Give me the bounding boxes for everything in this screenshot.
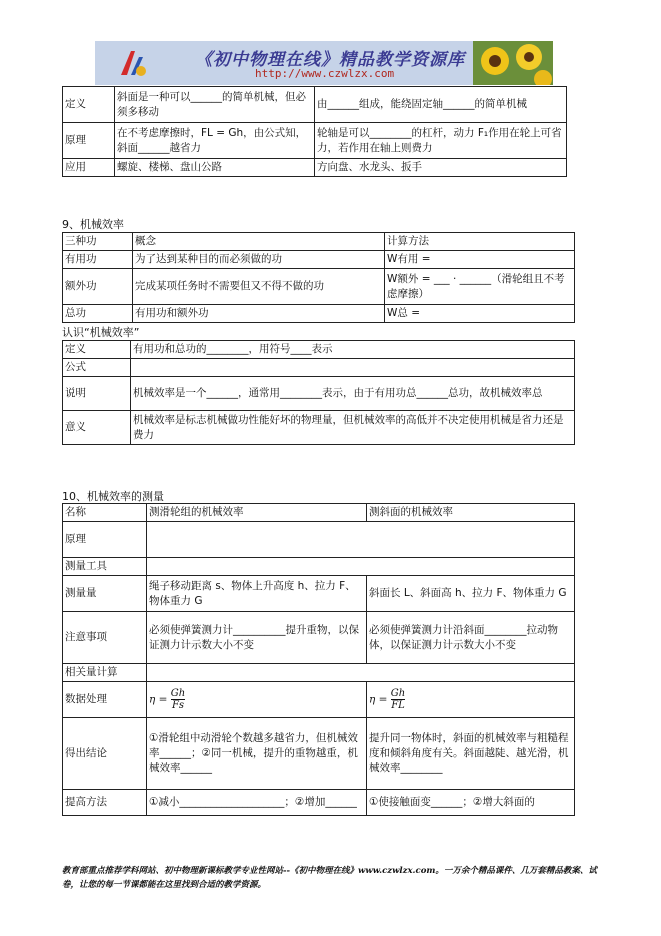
row-label: 数据处理 <box>63 682 147 718</box>
cell-text: 完成某项任务时不需要但又不得不做的功 <box>133 269 385 305</box>
table-row <box>63 664 575 682</box>
cell-text: 有用功和额外功 <box>133 305 385 323</box>
table-row <box>63 159 567 177</box>
table-row <box>63 123 567 159</box>
cell-text: 有用功和总功的________，用符号____表示 <box>131 341 575 359</box>
row-label: 原理 <box>63 522 147 558</box>
machine-table <box>62 86 567 177</box>
fraction-numerator: Gh <box>170 688 186 699</box>
column-header: 测斜面的机械效率 <box>367 504 575 522</box>
banner-title: 《初中物理在线》精品教学资源库 <box>195 50 465 70</box>
table-row <box>63 341 575 359</box>
cell-text: 螺旋、楼梯、盘山公路 <box>115 159 315 177</box>
cell-text: 必须使弹簧测力计沿斜面________拉动物体，以保证测力计示数大小不变 <box>367 612 575 664</box>
row-label: 得出结论 <box>63 718 147 790</box>
sunflower-image <box>473 41 553 85</box>
table-row <box>63 790 575 816</box>
table-row <box>63 87 567 123</box>
cell-text: W有用 = <box>385 251 575 269</box>
cell-text <box>147 664 575 682</box>
row-label: 定义 <box>63 341 131 359</box>
row-label: 测量工具 <box>63 558 147 576</box>
cell-text: W额外 = ___ · ______（滑轮组且不考虑摩擦） <box>385 269 575 305</box>
banner-url[interactable]: http://www.czwlzx.com <box>255 67 395 80</box>
cell-text: 必须使弹簧测力计__________提升重物，以保证测力计示数大小不变 <box>147 612 367 664</box>
cell-text <box>147 522 575 558</box>
site-logo-icon <box>117 47 149 79</box>
table-row <box>63 359 575 377</box>
row-label: 公式 <box>63 359 131 377</box>
table-row <box>63 612 575 664</box>
table-row <box>63 682 575 718</box>
cell-text: 提升同一物体时，斜面的机械效率与粗糙程度和倾斜角度有关。斜面越陡、越光滑，机械效率________ <box>367 718 575 790</box>
column-header: 三种功 <box>63 233 133 251</box>
cell-text: 绳子移动距离 s、物体上升高度 h、拉力 F、物体重力 G <box>147 576 367 612</box>
cell-text: 由______组成，能绕固定轴______的简单机械 <box>315 87 567 123</box>
table-row <box>63 576 575 612</box>
column-header: 计算方法 <box>385 233 575 251</box>
row-label: 提高方法 <box>63 790 147 816</box>
row-label: 说明 <box>63 377 131 411</box>
table-row <box>63 377 575 411</box>
row-label: 有用功 <box>63 251 133 269</box>
table-row <box>63 411 575 445</box>
cell-text: 斜面长 L、斜面高 h、拉力 F、物体重力 G <box>367 576 575 612</box>
work-table <box>62 232 575 323</box>
eta-symbol: η = <box>149 693 168 706</box>
cell-text: 斜面是一种可以______的简单机械，但必须多移动 <box>115 87 315 123</box>
eta-symbol: η = <box>369 693 388 706</box>
table-row <box>63 522 575 558</box>
row-label: 意义 <box>63 411 131 445</box>
cell-text <box>131 359 575 377</box>
cell-text: 为了达到某种目的而必须做的功 <box>133 251 385 269</box>
cell-text: 机械效率是一个______，通常用________表示，由于有用功总______总功，故机械效率总 <box>131 377 575 411</box>
row-label: 总功 <box>63 305 133 323</box>
row-label: 额外功 <box>63 269 133 305</box>
fraction-denominator: FL <box>391 700 405 711</box>
table-row <box>63 251 575 269</box>
cell-text: ①减小____________________；②增加______ <box>147 790 367 816</box>
section-heading: 9、机械效率 <box>62 218 124 231</box>
subsection-heading: 认识“机械效率” <box>62 326 140 339</box>
measurement-table <box>62 503 575 816</box>
row-label: 注意事项 <box>63 612 147 664</box>
column-header: 概念 <box>133 233 385 251</box>
cell-text: W总 = <box>385 305 575 323</box>
header-banner <box>95 41 553 85</box>
efficiency-table <box>62 340 575 445</box>
cell-text: 机械效率是标志机械做功性能好坏的物理量，但机械效率的高低并不决定使用机械是省力还是费力 <box>131 411 575 445</box>
section-heading: 10、机械效率的测量 <box>62 490 164 503</box>
fraction <box>171 688 185 711</box>
table-row <box>63 305 575 323</box>
cell-text: ①滑轮组中动滑轮个数越多越省力，但机械效率______；②同一机械，提升的重物越重，机械效率______ <box>147 718 367 790</box>
table-row <box>63 558 575 576</box>
cell-text: 在不考虑摩擦时，FL = Gh，由公式知，斜面______越省力 <box>115 123 315 159</box>
row-label: 原理 <box>63 123 115 159</box>
table-row <box>63 269 575 305</box>
column-header: 测滑轮组的机械效率 <box>147 504 367 522</box>
fraction-numerator: Gh <box>390 688 406 699</box>
table-row <box>63 718 575 790</box>
fraction <box>391 688 405 711</box>
column-header: 名称 <box>63 504 147 522</box>
cell-text: 轮轴是可以________的杠杆，动力 F₁作用在轮上可省力，若作用在轴上则费力 <box>315 123 567 159</box>
row-label: 应用 <box>63 159 115 177</box>
row-label: 相关量计算 <box>63 664 147 682</box>
table-header-row <box>63 233 575 251</box>
cell-text <box>147 558 575 576</box>
cell-text: 方向盘、水龙头、扳手 <box>315 159 567 177</box>
row-label: 测量量 <box>63 576 147 612</box>
cell-text: ①使接触面变______；②增大斜面的 <box>367 790 575 816</box>
footer-note: 教育部重点推荐学科网站、初中物理新课标教学专业性网站--《初中物理在线》www.czwlzx.com。一万余个精品课件、几万套精品教案、试卷，让您的每一节课都能在这里找到合适的教学资源。 <box>62 866 597 890</box>
fraction-denominator: Fs <box>171 700 185 711</box>
formula-cell <box>147 682 367 718</box>
formula-cell <box>367 682 575 718</box>
row-label: 定义 <box>63 87 115 123</box>
table-header-row <box>63 504 575 522</box>
